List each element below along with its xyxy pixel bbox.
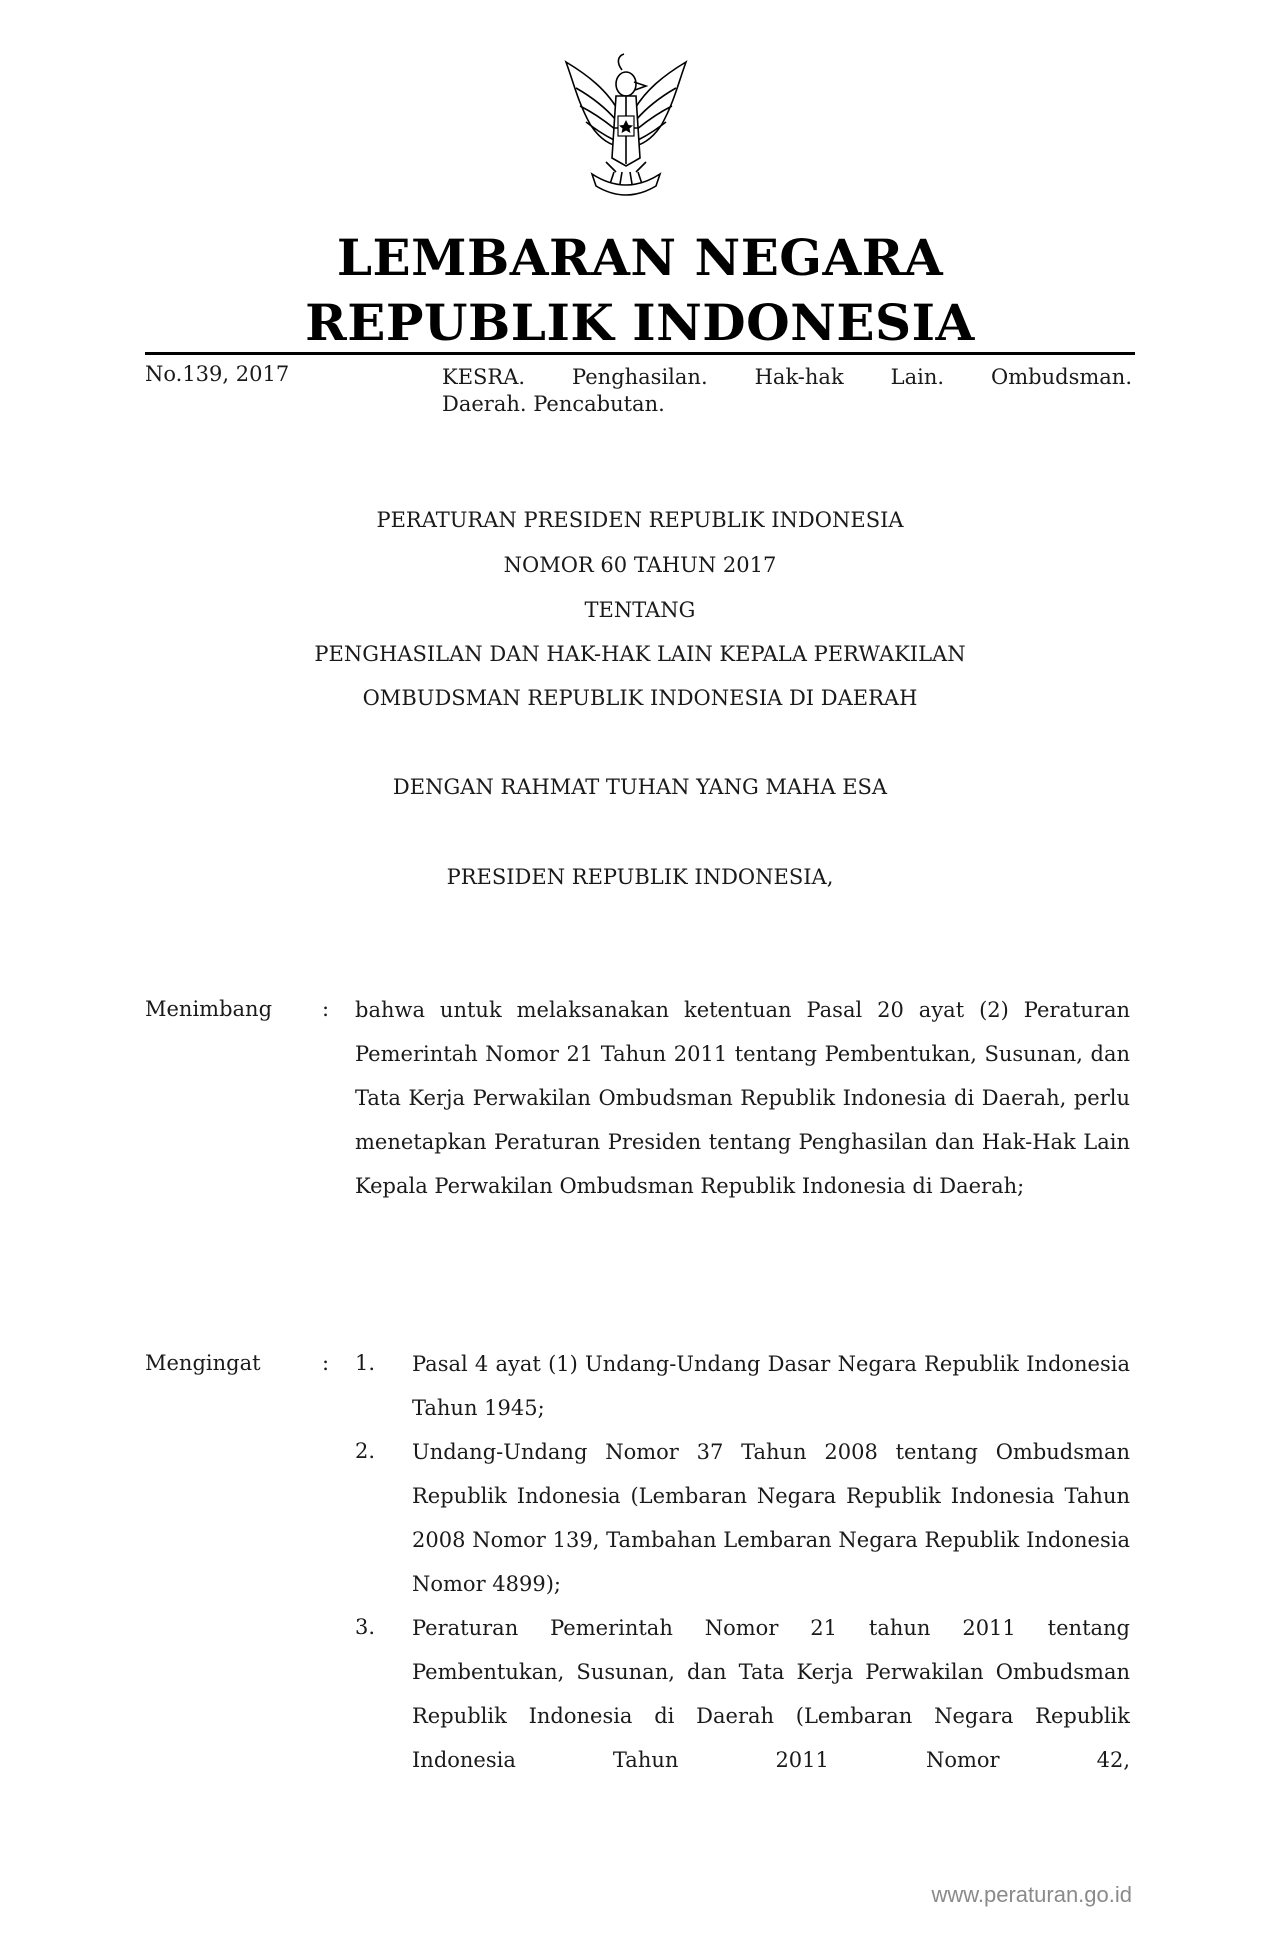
footer-website-link[interactable]: www.peraturan.go.id bbox=[931, 1882, 1132, 1907]
mengingat-item-text: Pasal 4 ayat (1) Undang-Undang Dasar Negara Republik Indonesia Tahun 1945; bbox=[412, 1352, 1130, 1420]
menimbang-colon: : bbox=[322, 997, 330, 1021]
menimbang-label: Menimbang bbox=[145, 997, 273, 1021]
garuda-pancasila-emblem-icon bbox=[556, 50, 696, 200]
gazette-number: No.139, 2017 bbox=[145, 362, 290, 386]
gazette-keywords-line-2: Daerah. Pencabutan. bbox=[442, 392, 665, 416]
gazette-title-line-1: LEMBARAN NEGARA bbox=[336, 228, 944, 287]
issuer: PRESIDEN REPUBLIK INDONESIA, bbox=[446, 865, 834, 889]
mengingat-item-number: 3. bbox=[355, 1615, 376, 1639]
gazette-title-line-2: REPUBLIK INDONESIA bbox=[305, 293, 975, 352]
regulation-type: PERATURAN PRESIDEN REPUBLIK INDONESIA bbox=[376, 508, 904, 532]
mengingat-colon: : bbox=[322, 1351, 330, 1375]
menimbang-text: bahwa untuk melaksanakan ketentuan Pasal 20 ayat (2) Peraturan Pemerintah Nomor 21 Tahun 2011 tentang Pembentukan, Susunan, dan Tata Kerja Perwakilan Ombudsman Republik Indonesia di Daerah, perlu menetapkan Peraturan Presiden tentang Penghasilan dan Hak-Hak Lain Kepala Perwakilan Ombudsman Republik Indonesia di Daerah; bbox=[355, 998, 1130, 1198]
invocation: DENGAN RAHMAT TUHAN YANG MAHA ESA bbox=[392, 775, 888, 799]
mengingat-label: Mengingat bbox=[145, 1351, 261, 1375]
mengingat-item-text: Peraturan Pemerintah Nomor 21 tahun 2011 tentang Pembentukan, Susunan, dan Tata Kerja Perwakilan Ombudsman Republik Indonesia di Daerah (Lembaran Negara Republik Indonesia Tahun 2011 Nomor 42, bbox=[412, 1616, 1130, 1772]
regulation-subject-line-2: OMBUDSMAN REPUBLIK INDONESIA DI DAERAH bbox=[362, 686, 918, 710]
mengingat-item-text: Undang-Undang Nomor 37 Tahun 2008 tentang Ombudsman Republik Indonesia (Lembaran Negara Republik Indonesia Tahun 2008 Nomor 139, Tambahan Lembaran Negara Republik Indonesia Nomor 4899); bbox=[412, 1440, 1130, 1596]
regulation-about: TENTANG bbox=[584, 598, 696, 622]
gazette-keywords-line-1: KESRA. Penghasilan. Hak-hak Lain. Ombudsman. bbox=[442, 365, 1132, 389]
mengingat-item-number: 2. bbox=[355, 1439, 376, 1463]
regulation-number: NOMOR 60 TAHUN 2017 bbox=[503, 553, 777, 577]
mengingat-item-number: 1. bbox=[355, 1351, 376, 1375]
header-divider bbox=[145, 352, 1135, 355]
regulation-subject-line-1: PENGHASILAN DAN HAK-HAK LAIN KEPALA PERWAKILAN bbox=[314, 642, 966, 666]
